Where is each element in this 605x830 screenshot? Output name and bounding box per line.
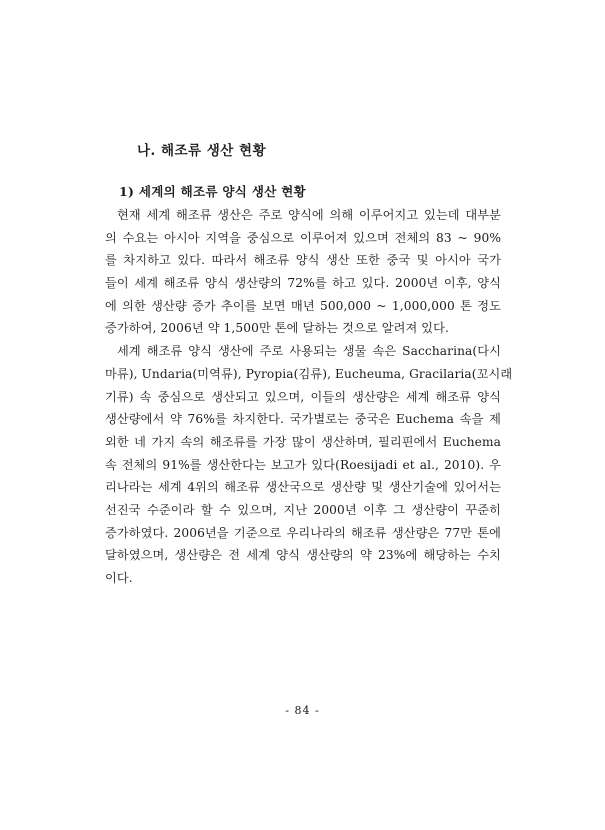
paragraph-1-line: 에 의한 생산량 증가 추이를 보면 매년 500,000 ~ 1,000,000 톤 정도 (105, 298, 501, 313)
paragraph-1-line: 현재 세계 해조류 생산은 주로 양식에 의해 이루어지고 있는데 대부분 (117, 208, 501, 222)
subsection-heading: 1) 세계의 해조류 양식 생산 현황 (119, 184, 306, 199)
paragraph-2-line: 리나라는 세계 4위의 해조류 생산국으로 생산량 및 생산기술에 있어서는 (105, 480, 501, 495)
paragraph-1-line: 들이 세계 해조류 양식 생산량의 72%를 하고 있다. 2000년 이후, 양식 (105, 276, 501, 291)
body-text (105, 204, 513, 590)
paragraph-2-line: 증가하였다. 2006년을 기준으로 우리나라의 해조류 생산량은 77만 톤에 (105, 525, 501, 540)
paragraph-2-line: 달하였으며, 생산량은 전 세계 양식 생산량의 약 23%에 해당하는 수치 (105, 548, 501, 563)
paragraph-2-line: 생산량에서 약 76%를 차지한다. 국가별로는 중국은 Euchema 속을 제 (105, 412, 501, 427)
paragraph-1-line: 의 수요는 아시아 지역을 중심으로 이루어져 있으며 전체의 83 ~ 90% (105, 230, 501, 245)
paragraph-2-line: 세계 해조류 양식 생산에 주로 사용되는 생물 속은 Saccharina(다시 (117, 344, 501, 359)
paragraph-1-line: 를 차지하고 있다. 따라서 해조류 양식 생산 또한 중국 및 아시아 국가 (105, 253, 501, 268)
section-heading: 나. 해조류 생산 현황 (137, 143, 267, 159)
paragraph-2-line: 기류) 속 중심으로 생산되고 있으며, 이들의 생산량은 세계 해조류 양식 (105, 389, 501, 404)
paragraph-2-line: 속 전체의 91%를 생산한다는 보고가 있다(Roesijadi et al., 2010). 우 (105, 457, 501, 472)
paragraph-1-line: 증가하여, 2006년 약 1,500만 톤에 달하는 것으로 알려져 있다. (105, 321, 450, 336)
paragraph-2-line: 마류), Undaria(미역류), Pyropia(김류), Eucheuma, Gracilaria(꼬시래 (105, 366, 513, 381)
page-number: - 84 - (285, 704, 320, 717)
paragraph-2-line: 선진국 수준이라 할 수 있으며, 지난 2000년 이후 그 생산량이 꾸준히 (105, 502, 501, 517)
paragraph-2-line: 외한 네 가지 속의 해조류를 가장 많이 생산하며, 필리핀에서 Euchema (105, 434, 501, 449)
paragraph-2-line: 이다. (105, 571, 133, 585)
